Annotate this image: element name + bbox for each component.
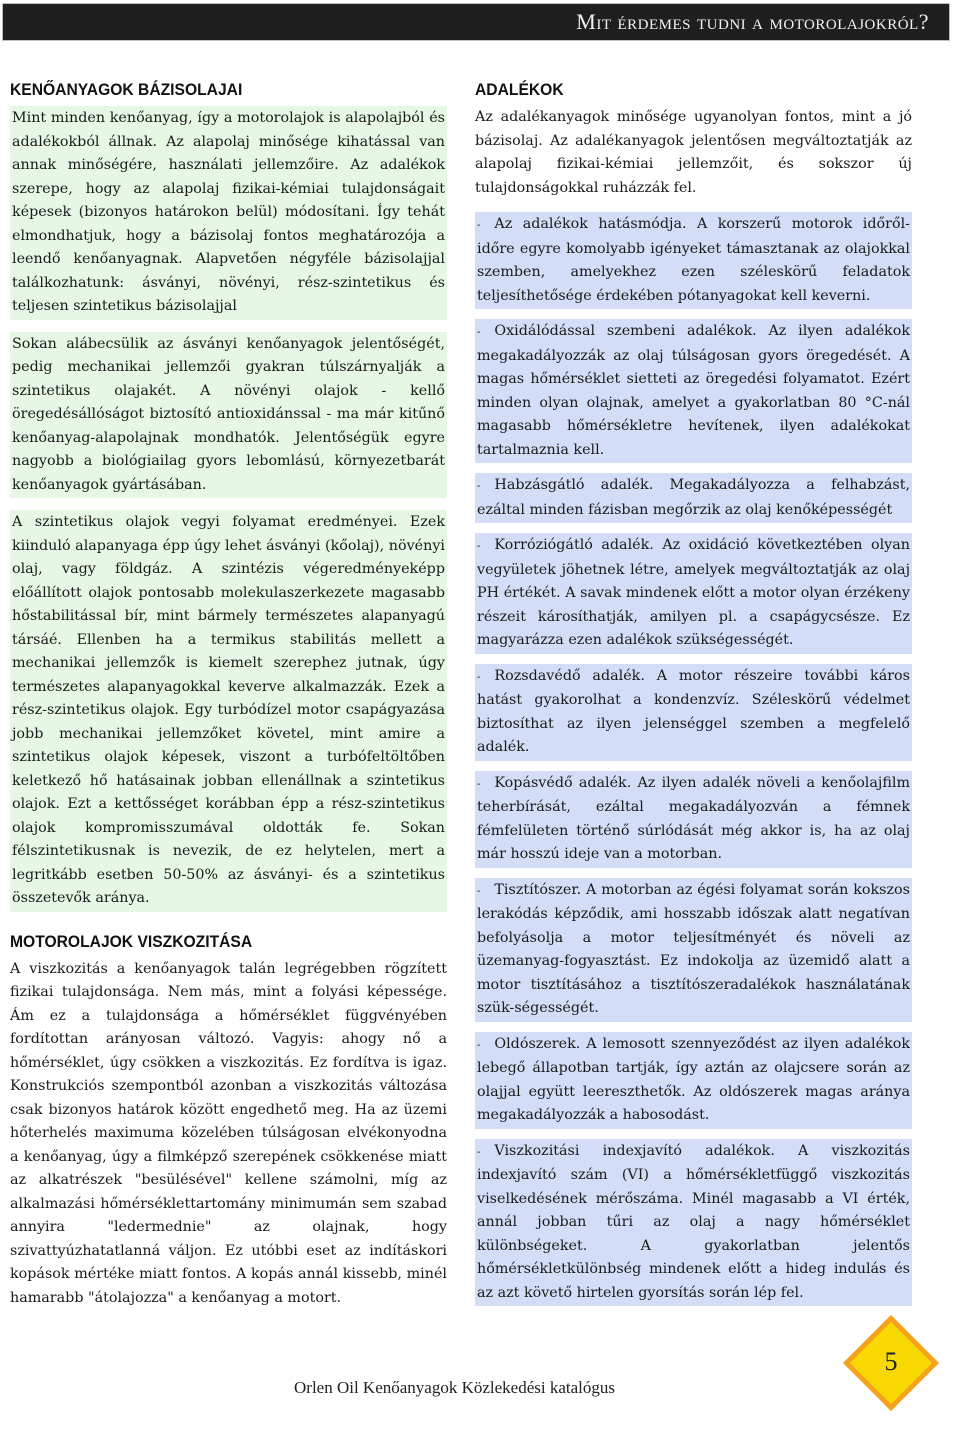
right-column [475, 80, 912, 1306]
section-heading-base-oils: KENŐANYAGOK BÁZISOLAJAI [10, 80, 243, 99]
left-column [10, 80, 447, 1310]
bullet-dash: - [477, 541, 481, 552]
bullet-dash: - [477, 885, 481, 897]
viscosity-paragraph: A viszkozitás a kenőanyagok talán legrégebben rögzített fizikai tulajdonsága. Nem más, mint a folyási képessége. Ám ez a tulajdonsága a hőmérséklet függvényében fordítottan arányosan változó. Vagyis: ahogy nő a hőmérséklet, úgy csökken a viszkozitás. Ez fordítva is igaz. Konstrukciós szempontból azonban a viszkozitás változása csak bizonyos határok között engedhető meg. Ha az üzemi hőterhelés maximuma közelében túlságosan elvékonyodna a kenőanyag, úgy a filmképző szerepének csökkenése miatt az alkatrészek "besülésével" kellene számolni, míg az alkalmazási hőmérséklettartomány minimumán sem szabad annyira "ledermednie" az olajnak, hogy szivattyúzhatatlanná váljon. Ez utóbbi eset az indításkori kopások mértéke miatt fontos. A kopás annál kissebb, minél hamarabb "átolajozza" a kenőanyag a motort. [10, 960, 447, 1306]
additive-item [475, 319, 912, 463]
additive-item-text: Korróziógátló adalék. Az oxidáció következtében olyan vegyületek jöhetnek létre, amelyek megváltoztatják az olaj PH értékét. A savak mindenek előtt a motor olyan érzékeny részeit károsíthatják, amilyen pl. a csapágycsésze. Ez magyarázza ezen adalékok szükségességét. [477, 537, 910, 648]
page-header-title [576, 9, 929, 35]
base-oils-paragraph-1: Mint minden kenőanyag, így a motorolajok is alapolajból és adalékokból állnak. Az alapolaj minősége kihatással van annak minőségére, használati jellemzőire. Az adalékok szerepe, hogy az alapolaj fizikai-kémiai tulajdonságait képesek (bizonyos határokon belül) módosítani. Így tehát elmondhatjuk, hogy a bázisolaj fontos meghatározója a leendő kenőanyagnak. Alapvetően négyféle bázisolajjal találkozhatunk: ásványi, növényi, rész-szintetikus és teljesen szintetikus bázisolajjal [10, 106, 447, 320]
footer-catalog-title: Orlen Oil Kenőanyagok Közlekedési katalógus [294, 1378, 616, 1397]
bullet-dash: - [477, 1146, 481, 1158]
bullet-dash: - [477, 778, 481, 790]
bullet-dash: - [477, 220, 481, 231]
section-heading-viscosity: MOTOROLAJOK VISZKOZITÁSA [10, 931, 253, 951]
additive-item [475, 664, 912, 761]
additive-item [475, 212, 912, 309]
base-oils-paragraph-2: Sokan alábecsülik az ásványi kenőanyagok jelentőségét, pedig mechanikai jellemzői gyakran túlszárnyalják a szintetikus olajakét. A növényi olajok - kellő öregedésállóságot biztosító antioxidánssal - ma már kitűnő kenőanyag-alapolajnak mondhatók. Jelentőségük egyre nagyobb a biológiailag gyors lebomlású, környezetbarát kenőanyagok gyártásában. [10, 332, 447, 499]
page-number: 5 [884, 1347, 898, 1376]
additive-item [475, 1032, 912, 1129]
bullet-dash: - [477, 671, 481, 683]
section-heading-additives: ADALÉKOK [475, 80, 564, 99]
additive-item-text: Az adalékok hatásmódja. A korszerű motorok időről-időre egyre komolyabb igényeket támasztanak az olajokkal szemben, amelyekhez ezen széleskörű feladatok teljesíthetősége érdekében pótanyagokat kell keverni. [477, 216, 910, 304]
additives-intro: Az adalékanyagok minősége ugyanolyan fontos, mint a jó bázisolaj. Az adalékanyagok jelentősen megváltoztatják az alapolaj fizikai-kémiai jellemzőit, és sokszor új tulajdonságokkal ruházzák fel. [475, 109, 912, 196]
bullet-dash: - [477, 327, 481, 338]
bullet-dash: - [477, 481, 481, 492]
additive-item [475, 533, 912, 654]
additive-item [475, 878, 912, 1022]
additive-item [475, 1139, 912, 1307]
additive-item-text: Rozsdavédő adalék. A motor részeire további káros hatást gyakorolhat a kondenzvíz. Széleskörű védelmet biztosíthat az ilyen jelenséggel szemben a megfelelő adalék. [477, 667, 910, 755]
additive-item-text: Habzásgátló adalék. Megakadályozza a felhabzást, ezáltal minden fázisban megőrzik az olaj kenőképességét [477, 477, 910, 518]
additive-item [475, 473, 912, 523]
additive-item-text: Kopásvédő adalék. Az ilyen adalék növeli a kenőolajfilm teherbírását, ezáltal megakadályozván a fémnek fémfelületen történő súrlódását még akkor is, ha az olaj már hosszú ideje van a motorban. [477, 774, 910, 862]
additive-item-text: Oldószerek. A lemosott szennyeződést az ilyen adalékok lebegő állapotban tartják, így aztán az olajcsere során az olajjal együtt leereszthetők. Az oldószerek magas aránya megakadályozzák a habosodást. [477, 1035, 910, 1123]
additive-item [475, 771, 912, 868]
additive-item-text: Oxidálódással szembeni adalékok. Az ilyen adalékok megakadályozzák az olaj túlságosan gyors öregedését. A magas hőmérséklet sietteti az öregedési folyamatot. Ezért minden olyan olajnak, amelyet a gyakorlatban 80 °C-nál magasabb hőmérsékletre hevítenek, ilyen adalékokat tartalmaznia kell. [477, 323, 910, 458]
base-oils-paragraph-3: A szintetikus olajok vegyi folyamat eredményei. Ezek kiinduló alapanyaga épp úgy lehet ásványi (kőolaj), növényi olaj, vagy földgáz. A szintézis végeredményeképp előállított olajok pontosabb molekulaszerkezete magasabb hőstabilitással bír, mint bármely természetes alapanyagú társáé. Ellenben ha a termikus stabilitás mellett a mechanikai jellemzők is kiemelt szerephez jutnak, úgy természetes alapanyagokkal keverve alkalmazzák. Ezek a rész-szintetikus olajok. Egy turbódízel motor csapágyazása jobb mechanikai jellemzőket követel, mint amire a szintetikus olajok képesek, viszont a turbófeltöltőben keletkező hő hatásainak jobban ellenállnak a szintetikus olajok. Ezt a kettősséget korábban épp a rész-szintetikus olajok kompromisszumával oldották fe. Sokan félszintetikusnak is nevezik, de ez helytelen, mert a legritkább esetben 50-50% az ásványi- és a szintetikus összetevők aránya. [10, 510, 447, 912]
header-title-text: Mit érdemes tudni a motorolajokról? [576, 9, 929, 34]
additive-list [475, 212, 912, 1306]
bullet-dash: - [477, 1039, 481, 1051]
additive-item-text: Tisztítószer. A motorban az égési folyamat során kokszos lerakódás képződik, ami hosszabb időszak alatt negatívan befolyásolja a motor teljesítményét és növeli az üzemanyag-fogyasztást. Ez indokolja az üzemidő alatt a motor tisztításához a tisztítószeradalékok használatának szük-ségességét. [477, 881, 910, 1016]
page-header-bar [2, 3, 950, 41]
additive-item-text: Viszkozitási indexjavító adalékok. A viszkozitás indexjavító szám (VI) a hőmérsékletfüggő viszkozitás viselkedésének mérőszáma. Minél magasabb a VI érték, annál jobban tűri az olaj a nagy hőmérséklet különbségeket. A gyakorlatban jelentős hőmérsékletkülönbség mindenek előtt a hideg indulás és az azt követő hirtelen gyorsítás során lép fel. [477, 1142, 910, 1301]
